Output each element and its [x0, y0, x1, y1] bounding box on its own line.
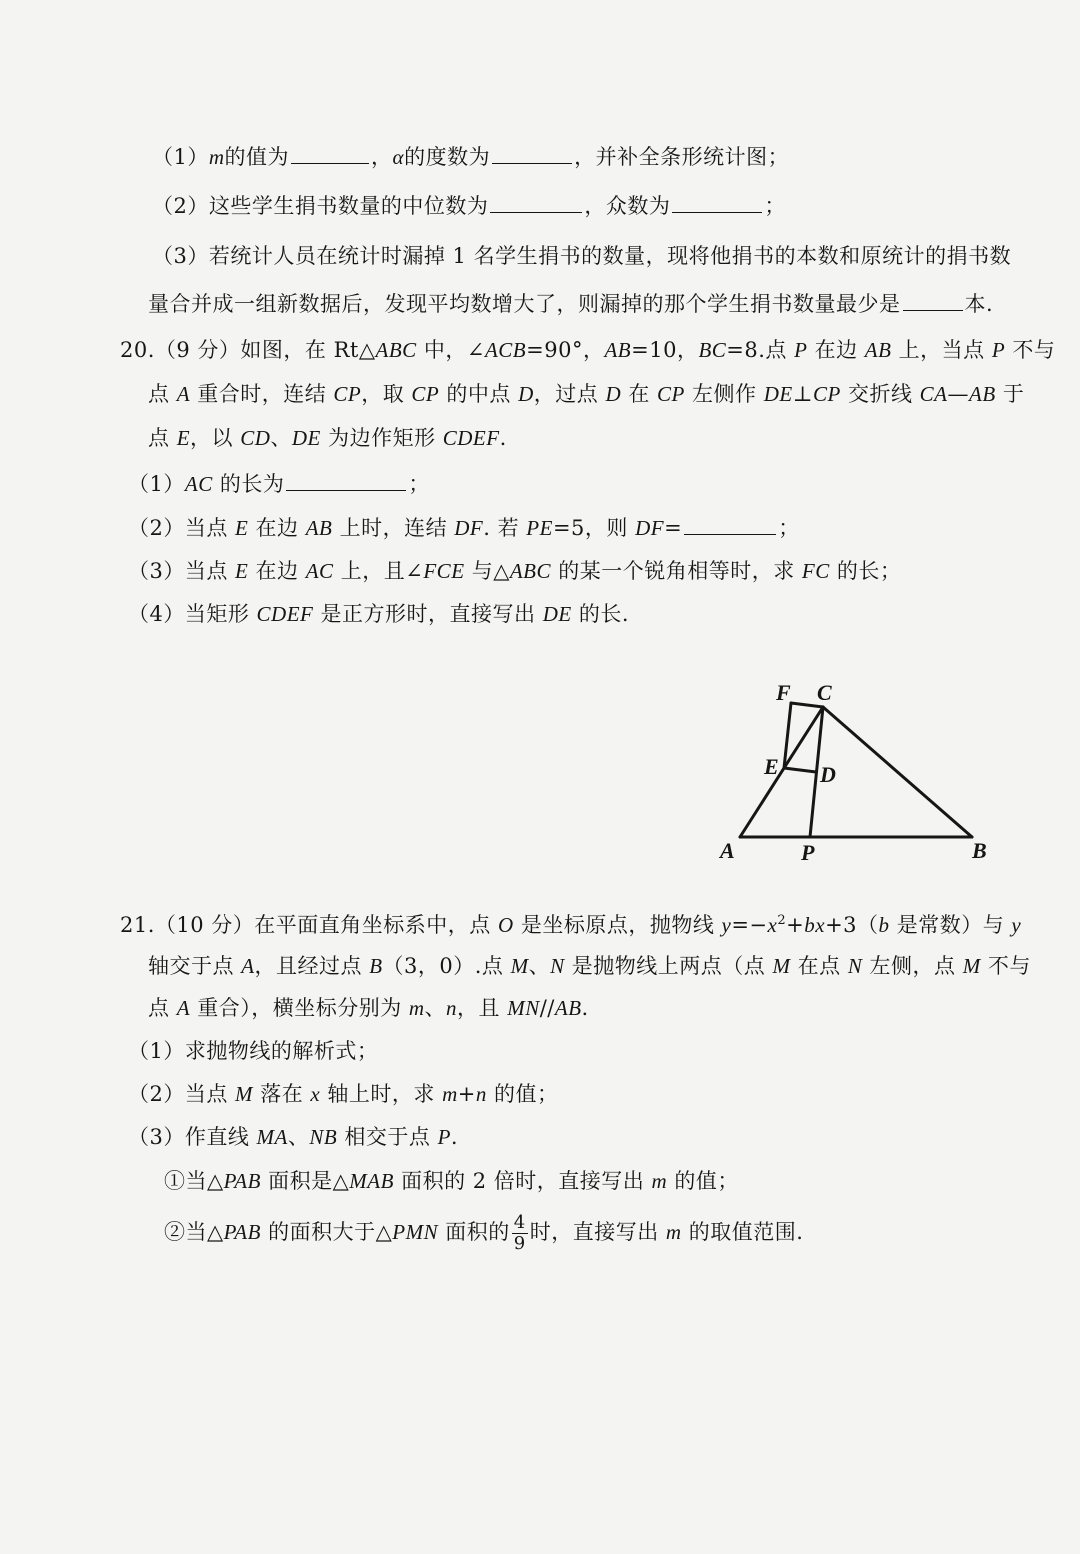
q19-part3-cont: 量合并成一组新数据后，发现平均数增大了，则漏掉的那个学生捐书数量最少是 本.: [148, 292, 994, 316]
fraction-four-ninths: $\frac{4}{9}$: [513, 1212, 526, 1254]
q20-sub3: （3）当点 E 在边 AC 上，且∠FCE 与△ABC 的某一个锐角相等时，求 FC 的长；: [128, 559, 902, 583]
label-c: C: [817, 680, 832, 705]
q19-part1: （1）m的值为 ，α的度数为 ，并补全条形统计图；: [152, 145, 790, 169]
answer-blank[interactable]: [672, 192, 762, 213]
q20-stem-line3: 点 E，以 CD、DE 为边作矩形 CDEF.: [148, 426, 507, 450]
label-f: F: [776, 680, 791, 705]
segment-ed: [784, 768, 816, 772]
q21-sub1: （1）求抛物线的解析式；: [128, 1039, 379, 1063]
q19-part3: （3）若统计人员在统计时漏掉 1 名学生捐书的数量，现将他捐书的本数和原统计的捐书数: [152, 244, 1012, 268]
q21-stem-line3: 点 A 重合），横坐标分别为 m、n，且 MN//AB.: [148, 996, 589, 1020]
label-b: B: [972, 838, 987, 863]
q21-stem-line2: 轴交于点 A，且经过点 B（3，0）.点 M、N 是抛物线上两点（点 M 在点 N 左侧，点 M 不与: [148, 954, 1031, 978]
label-a: A: [720, 838, 735, 863]
answer-blank[interactable]: [291, 143, 369, 164]
q20-stem-line2: 点 A 重合时，连结 CP，取 CP 的中点 D，过点 D 在 CP 左侧作 DE⊥CP 交折线 CA—AB 于: [148, 382, 1025, 406]
q21-stem-line1: 21.（10 分）在平面直角坐标系中，点 O 是坐标原点，抛物线 $y=-x^2+bx+3(b$ 是常数）与 y: [120, 913, 1022, 937]
q20-sub2: （2）当点 E 在边 AB 上时，连结 DF. 若 PE=5，则 DF= ；: [128, 516, 800, 540]
q21-sub3-item1: ①当△PAB 面积是△MAB 面积的 2 倍时，直接写出 m 的值；: [164, 1169, 739, 1193]
q21-sub2: （2）当点 M 落在 x 轴上时，求 m+n 的值；: [128, 1082, 559, 1106]
label-d: D: [820, 762, 836, 787]
q21-sub3: （3）作直线 MA、NB 相交于点 P.: [128, 1125, 459, 1149]
answer-blank[interactable]: [903, 290, 963, 311]
segment-bc: [823, 707, 972, 837]
label-p: P: [801, 840, 815, 865]
q20-sub1: （1）AC 的长为 ；: [128, 472, 430, 496]
q19-part2: （2）这些学生捐书数量的中位数为 ，众数为 ；: [152, 194, 786, 218]
answer-blank[interactable]: [684, 514, 776, 535]
q20-stem-line1: 20.（9 分）如图，在 Rt△ABC 中，∠ACB=90°，AB=10，BC=8.点 P 在边 AB 上，当点 P 不与: [120, 338, 1056, 362]
q20-sub4: （4）当矩形 CDEF 是正方形时，直接写出 DE 的长.: [128, 602, 630, 626]
q21-sub3-item2: ②当△PAB 的面积大于△PMN 面积的 $\frac{4}{9}$ 时，直接写出 m 的取值范围.: [164, 1212, 804, 1254]
answer-blank[interactable]: [492, 143, 572, 164]
answer-blank[interactable]: [490, 192, 582, 213]
answer-blank[interactable]: [286, 470, 406, 491]
label-e: E: [764, 754, 779, 779]
geometry-figure: [700, 670, 1000, 870]
